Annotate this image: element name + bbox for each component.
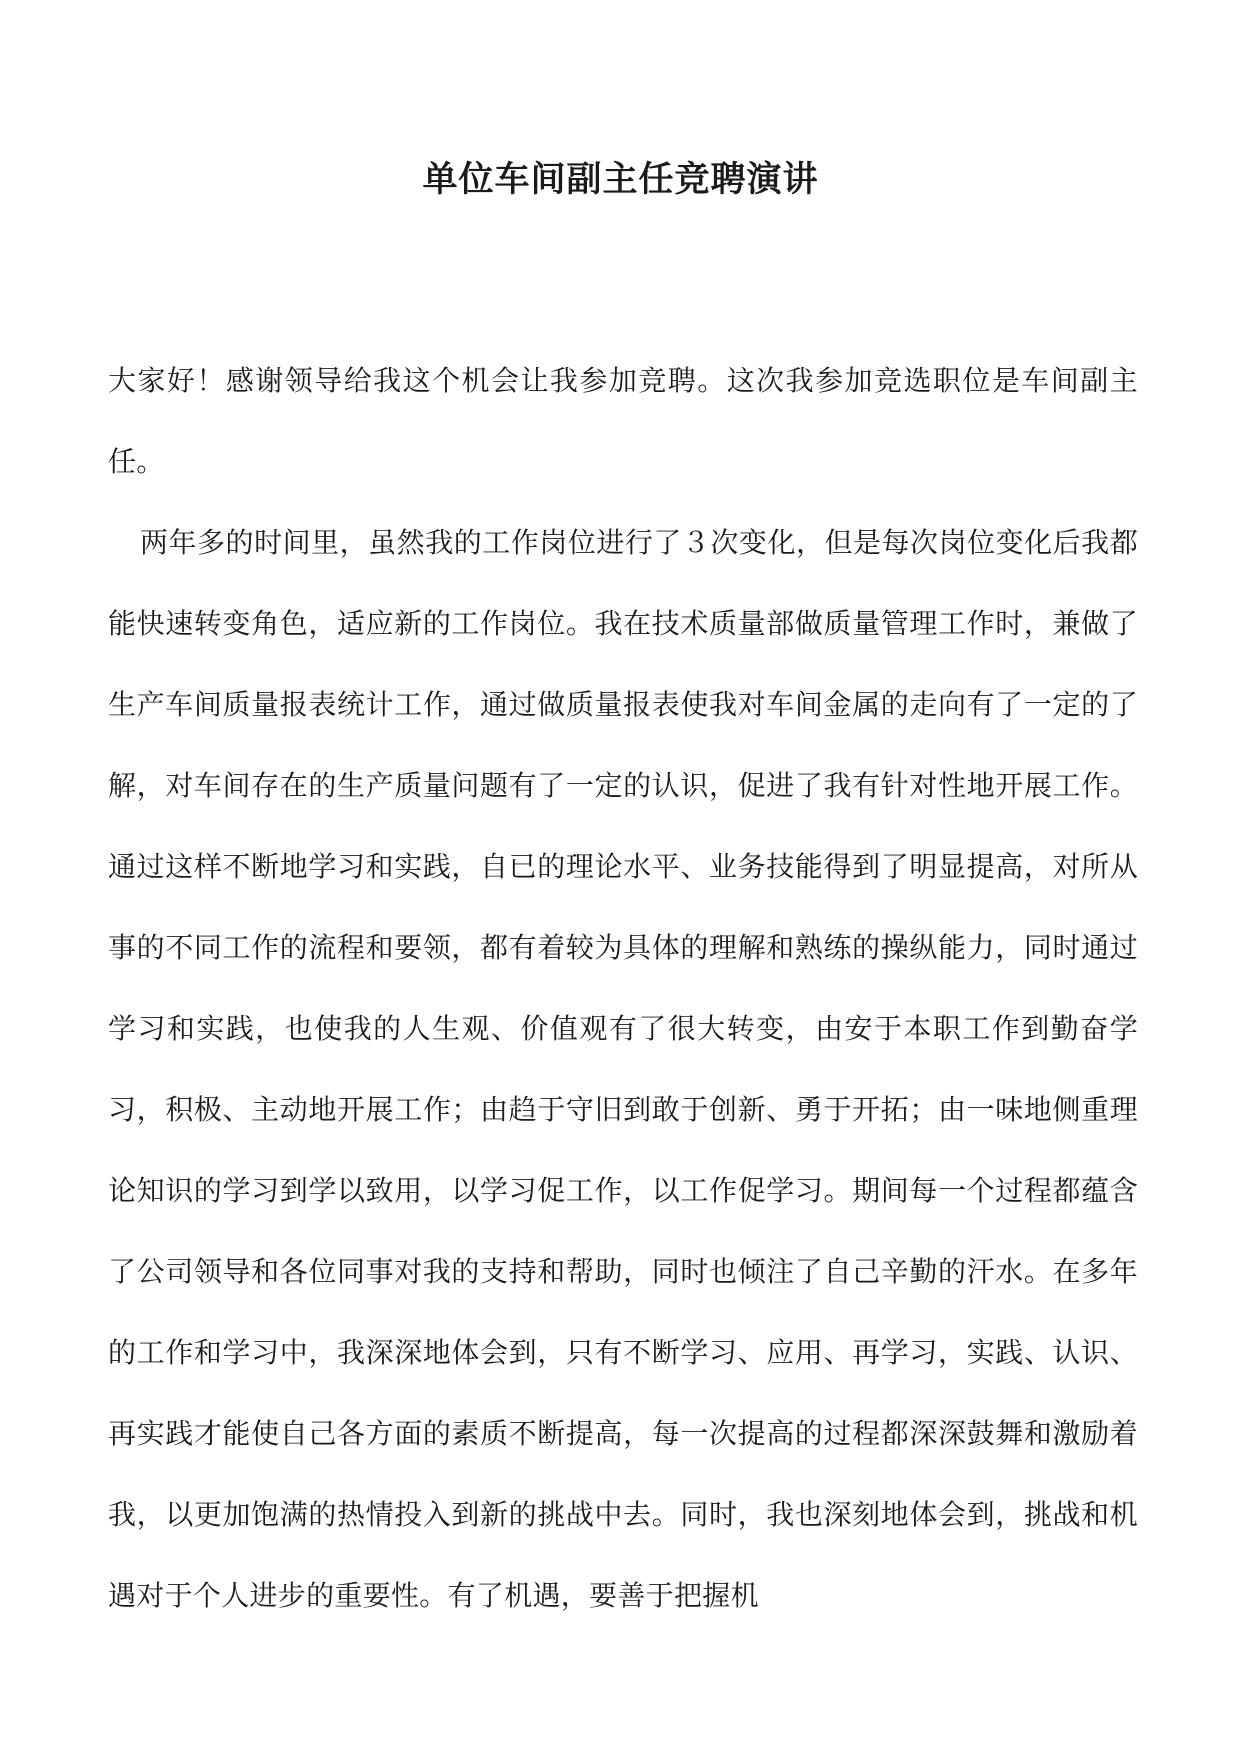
document-body (108, 340, 1138, 1636)
document-title: 单位车间副主任竞聘演讲 (422, 159, 819, 200)
paragraph-greeting: 大家好！感谢领导给我这个机会让我参加竞聘。这次我参加竞选职位是车间副主任。 (108, 364, 1138, 478)
paragraph-experience: 两年多的时间里，虽然我的工作岗位进行了３次变化，但是每次岗位变化后我都能快速转变角色，适应新的工作岗位。我在技术质量部做质量管理工作时，兼做了生产车间质量报表统计工作，通过做质量报表使我对车间金属的走向有了一定的了解，对车间存在的生产质量问题有了一定的认识，促进了我有针对性地开展工作。通过这样不断地学习和实践，自已的理论水平、业务技能得到了明显提高，对所从事的不同工作的流程和要领，都有着较为具体的理解和熟练的操纵能力，同时通过学习和实践，也使我的人生观、价值观有了很大转变，由安于本职工作到勤奋学习，积极、主动地开展工作；由趋于守旧到敢于创新、勇于开拓；由一味地侧重理论知识的学习到学以致用，以学习促工作，以工作促学习。期间每一个过程都蕴含了公司领导和各位同事对我的支持和帮助，同时也倾注了自己辛勤的汗水。在多年的工作和学习中，我深深地体会到，只有不断学习、应用、再学习，实践、认识、再实践才能使自己各方面的素质不断提高，每一次提高的过程都深深鼓舞和激励着我，以更加饱满的热情投入到新的挑战中去。同时，我也深刻地体会到，挑战和机遇对于个人进步的重要性。有了机遇，要善于把握机 (108, 526, 1138, 1612)
